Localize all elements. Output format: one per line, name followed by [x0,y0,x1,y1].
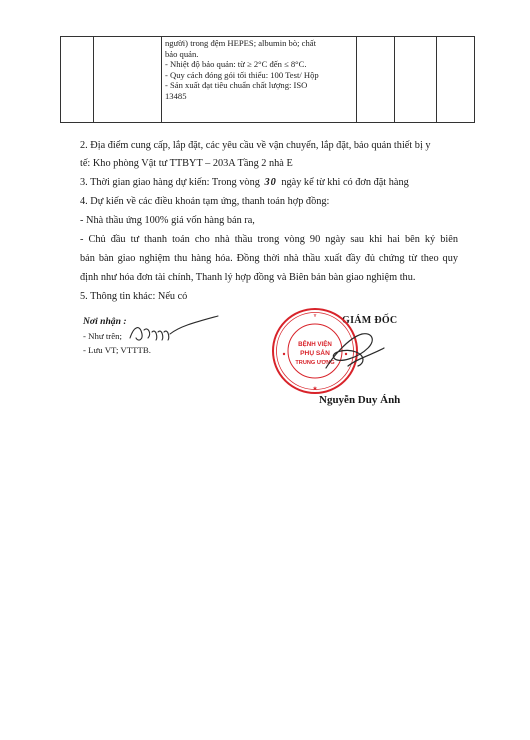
delivery-time-suffix: ngày kể từ khi có đơn đặt hàng [281,177,409,188]
other-info-line: 5. Thông tin khác: Nếu có [80,291,188,302]
delivery-time-line [80,176,458,189]
svg-text:★: ★ [312,386,318,392]
svg-text:Y: Y [313,313,317,318]
delivery-location-line-2: tế: Kho phòng Vật tư TTBYT – 203A Tầng 2 nhà E [80,158,293,169]
spec-line: - Nhiệt độ bảo quản: từ ≥ 2°C đến ≤ 8°C. [165,59,307,70]
table-column-divider [93,37,94,122]
stamp-line-1: BỆNH VIỆN [298,341,332,348]
director-name: Nguyễn Duy Ánh [319,394,401,406]
recipient-item: - Như trên; [83,331,122,341]
delivery-time-prefix: 3. Thời gian giao hàng dự kiến: Trong vòng [80,177,260,188]
recipient-item: - Lưu VT; VTTTB. [83,345,151,355]
payment-terms-bullet-2-line-2: bản bàn giao nghiệm thu hàng hóa. Đồng thời nhà thầu xuất đầy đủ chứng từ theo quy [80,253,458,264]
payment-terms-bullet-1: - Nhà thầu ứng 100% giá vốn hàng bán ra, [80,215,255,226]
payment-terms-bullet-2-line-1: - Chủ đầu tư thanh toán cho nhà thầu trong vòng 90 ngày sau khi hai bên ký biên [80,234,458,245]
delivery-days-value: 30 [264,177,277,188]
recipients-title: Nơi nhận : [83,316,127,327]
director-title: GIÁM ĐỐC [342,315,398,326]
table-column-divider [436,37,437,122]
payment-terms-bullet-2-line-3: định như hóa đơn tài chính, Thanh lý hợp đồng và Biên bản bàn giao nghiệm thu. [80,272,416,283]
director-signature [318,328,388,376]
spec-cell [165,38,353,102]
spec-line: bảo quản. [165,48,199,59]
delivery-location-line-1: 2. Địa điểm cung cấp, lắp đặt, các yêu cầu về vận chuyển, lắp đặt, bảo quản thiết bị y [80,140,431,151]
payment-terms-heading: 4. Dự kiến về các điều khoản tạm ứng, thanh toán hợp đồng: [80,196,330,207]
table-column-divider [394,37,395,122]
stamp-line-2: PHỤ SẢN [300,350,330,357]
spec-line: - Sản xuất đạt tiêu chuẩn chất lượng: ISO [165,80,308,91]
spec-table-fragment [60,36,475,123]
spec-line: - Quy cách đóng gói tối thiểu: 100 Test/ Hộp [165,69,319,80]
table-column-divider [161,37,162,122]
spec-line: người) trong đệm HEPES; albumin bò; chất [165,38,316,48]
initials-signature [126,312,226,352]
stamp-line-3: TRUNG ƯƠNG [295,360,335,366]
spec-line: 13485 [165,90,187,101]
table-column-divider [356,37,357,122]
